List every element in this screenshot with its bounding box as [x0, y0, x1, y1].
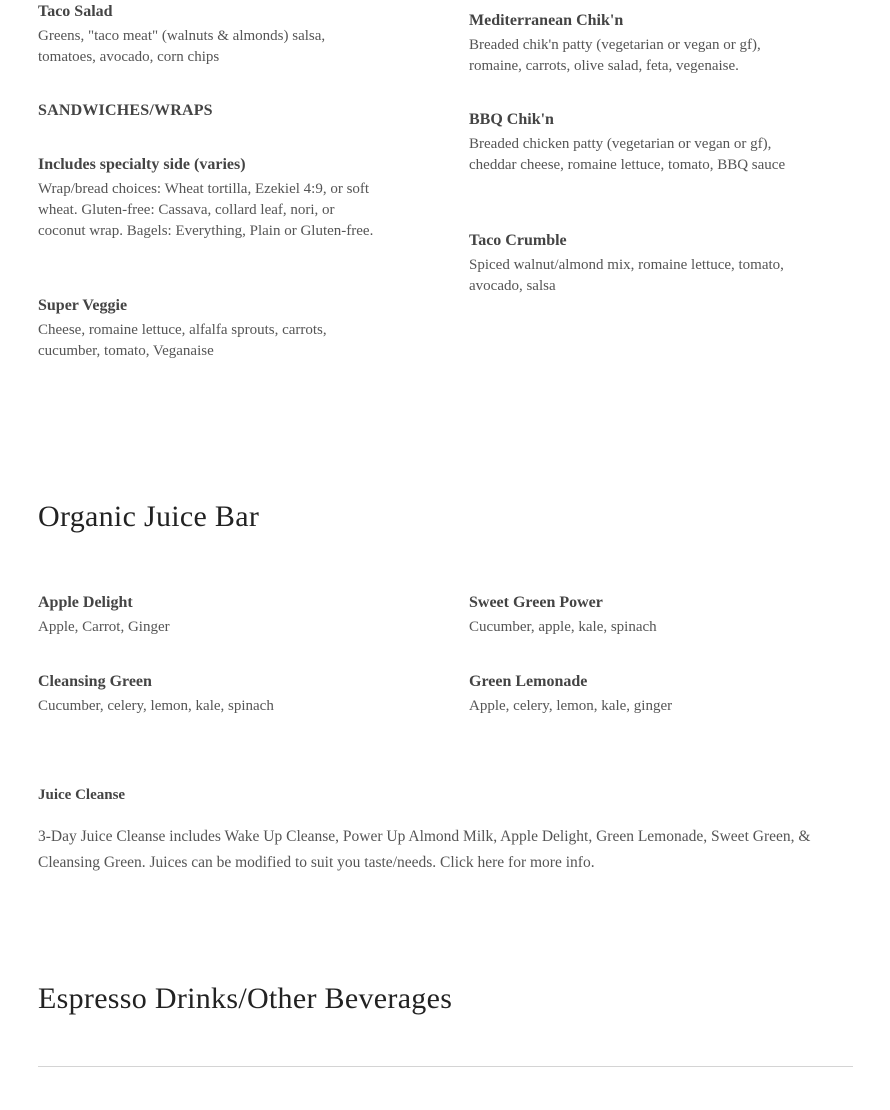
item-name: Sweet Green Power [469, 594, 603, 611]
menu-item-super-veggie [38, 296, 378, 362]
item-description: Apple, Carrot, Ginger [38, 619, 170, 635]
item-name: Includes specialty side (varies) [38, 156, 246, 173]
section-divider [38, 1066, 853, 1067]
item-description: Greens, "taco meat" (walnuts & almonds) salsa, tomatoes, avocado, corn chips [38, 28, 326, 65]
juice-item-sweet-green-power [469, 593, 809, 638]
menu-item-taco-crumble [469, 231, 809, 297]
item-name: Mediterranean Chik'n [469, 12, 624, 29]
more-info-link[interactable]: Click here for more info. [440, 854, 595, 871]
item-name: Super Veggie [38, 297, 128, 314]
menu-item-taco-salad [38, 2, 378, 68]
espresso-title: Espresso Drinks/Other Beverages [38, 982, 453, 1015]
item-description: Cucumber, apple, kale, spinach [469, 619, 657, 635]
juice-cleanse-title: Juice Cleanse [38, 787, 126, 803]
item-description: Cucumber, celery, lemon, kale, spinach [38, 698, 274, 714]
item-name: Apple Delight [38, 594, 133, 611]
juice-item-apple-delight [38, 593, 378, 638]
item-name: BBQ Chik'n [469, 111, 554, 128]
item-name: Green Lemonade [469, 673, 588, 690]
item-name: Cleansing Green [38, 673, 152, 690]
item-description: Wrap/bread choices: Wheat tortilla, Ezekiel 4:9, or soft wheat. Gluten-free: Cassava, collard leaf, nori, or coconut wrap. Bagels: Everything, Plain or Gluten-free. [38, 181, 374, 239]
juice-cleanse-text: 3-Day Juice Cleanse includes Wake Up Cleanse, Power Up Almond Milk, Apple Delight, Green Lemonade, Sweet Green, & Cleansing Green. Juices can be modified to suit you taste/needs. [38, 828, 811, 871]
item-description: Breaded chicken patty (vegetarian or vegan or gf), cheddar cheese, romaine lettuce, tomato, BBQ sauce [469, 136, 786, 173]
sandwiches-heading: SANDWICHES/WRAPS [38, 102, 213, 119]
juice-bar-title: Organic Juice Bar [38, 500, 260, 533]
menu-item-specialty-side [38, 155, 378, 242]
menu-item-mediterranean-chikn [469, 11, 809, 77]
item-name: Taco Crumble [469, 232, 567, 249]
item-description: Cheese, romaine lettuce, alfalfa sprouts, carrots, cucumber, tomato, Veganaise [38, 322, 327, 359]
item-description: Spiced walnut/almond mix, romaine lettuce, tomato, avocado, salsa [469, 257, 784, 294]
juice-cleanse-description [38, 824, 852, 876]
item-description: Breaded chik'n patty (vegetarian or vegan or gf), romaine, carrots, olive salad, feta, vegenaise. [469, 37, 761, 74]
juice-item-green-lemonade [469, 672, 809, 717]
menu-item-bbq-chikn [469, 110, 809, 176]
juice-item-cleansing-green [38, 672, 378, 717]
item-name: Taco Salad [38, 3, 113, 20]
item-description: Apple, celery, lemon, kale, ginger [469, 698, 673, 714]
